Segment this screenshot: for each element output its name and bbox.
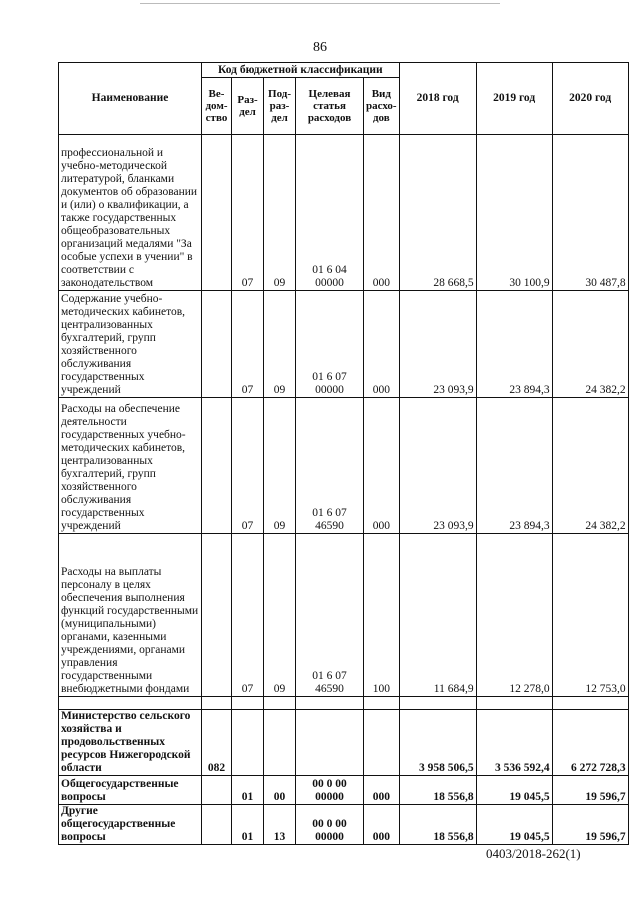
table-spacer-row [59,697,629,710]
row-2018: 23 093,9 [399,398,476,534]
row-podrazdel [264,710,296,776]
page-number: 86 [313,40,327,55]
row-ved [202,776,232,805]
row-2019: 3 536 592,4 [476,710,552,776]
row-2019: 19 045,5 [476,805,552,845]
header-name: Наименование [59,63,202,135]
row-2020: 19 596,7 [552,776,628,805]
row-2018: 28 668,5 [399,135,476,291]
row-2019: 19 045,5 [476,776,552,805]
row-podrazdel: 00 [264,776,296,805]
row-2019: 12 278,0 [476,534,552,697]
row-ved [202,534,232,697]
row-2020: 30 487,8 [552,135,628,291]
row-target: 01 6 07 46590 [296,534,364,697]
table-row [59,398,629,534]
row-2020: 24 382,2 [552,398,628,534]
row-ved [202,805,232,845]
row-name: Другие общегосударственные вопросы [59,805,202,845]
row-ved: 082 [202,710,232,776]
header-vedomstvo: Ве-дом-ство [202,78,232,135]
row-podrazdel: 09 [264,291,296,398]
row-vid: 000 [364,398,400,534]
header-code-group: Код бюджетной классификации [202,63,400,78]
row-ved [202,398,232,534]
row-2018: 18 556,8 [399,776,476,805]
row-podrazdel: 09 [264,398,296,534]
row-name: Министерство сельского хозяйства и продовольственных ресурсов Нижегородской области [59,710,202,776]
row-2018: 3 958 506,5 [399,710,476,776]
row-2019: 30 100,9 [476,135,552,291]
row-target: 01 6 04 00000 [296,135,364,291]
header-razdel: Раз-дел [232,78,264,135]
row-2018: 11 684,9 [399,534,476,697]
row-podrazdel: 13 [264,805,296,845]
row-ved [202,291,232,398]
row-vid: 000 [364,805,400,845]
table-row [59,291,629,398]
row-razdel: 07 [232,291,264,398]
row-2019: 23 894,3 [476,291,552,398]
row-target: 01 6 07 46590 [296,398,364,534]
header-podrazdel: Под-раз-дел [264,78,296,135]
table-row [59,534,629,697]
row-ved [202,135,232,291]
row-2020: 12 753,0 [552,534,628,697]
row-name: Расходы на обеспечение деятельности государственных учебно-методических кабинетов, централизованных бухгалтерий, групп хозяйственного обслуживания государственных учреждений [59,398,202,534]
row-2018: 18 556,8 [399,805,476,845]
row-vid: 000 [364,776,400,805]
budget-table [58,62,629,845]
row-name: Общегосударственные вопросы [59,776,202,805]
row-target: 01 6 07 00000 [296,291,364,398]
row-2020: 6 272 728,3 [552,710,628,776]
header-2020: 2020 год [552,63,628,135]
row-name: профессиональной и учебно-методической литературой, бланками документов об образовании и (или) о квалификации, а также государственных общеобразовательных организаций медалями "За особые успехи в учении" в соответствии с законодательством [59,135,202,291]
table-row [59,135,629,291]
table-row [59,710,629,776]
table-row [59,805,629,845]
header-target: Целевая статья расходов [296,78,364,135]
row-name: Расходы на выплаты персоналу в целях обеспечения выполнения функций государственными (муниципальными) органами, казенными учреждениями, органами управления государственными внебюджетными фондами [59,534,202,697]
row-target: 00 0 00 00000 [296,776,364,805]
row-target [296,710,364,776]
scan-top-edge [140,3,500,4]
row-2018: 23 093,9 [399,291,476,398]
row-2020: 24 382,2 [552,291,628,398]
header-2018: 2018 год [399,63,476,135]
row-vid: 000 [364,135,400,291]
row-vid [364,710,400,776]
header-2019: 2019 год [476,63,552,135]
row-vid: 000 [364,291,400,398]
row-target: 00 0 00 00000 [296,805,364,845]
row-razdel: 07 [232,398,264,534]
table-row [59,776,629,805]
row-razdel: 01 [232,776,264,805]
document-code: 0403/2018-262(1) [486,846,581,861]
row-2019: 23 894,3 [476,398,552,534]
row-podrazdel: 09 [264,135,296,291]
row-razdel [232,710,264,776]
row-vid: 100 [364,534,400,697]
header-vid: Вид расхо-дов [364,78,400,135]
row-name: Содержание учебно-методических кабинетов, централизованных бухгалтерий, групп хозяйственного обслуживания государственных учреждений [59,291,202,398]
row-podrazdel: 09 [264,534,296,697]
row-razdel: 01 [232,805,264,845]
row-razdel: 07 [232,534,264,697]
row-2020: 19 596,7 [552,805,628,845]
row-razdel: 07 [232,135,264,291]
